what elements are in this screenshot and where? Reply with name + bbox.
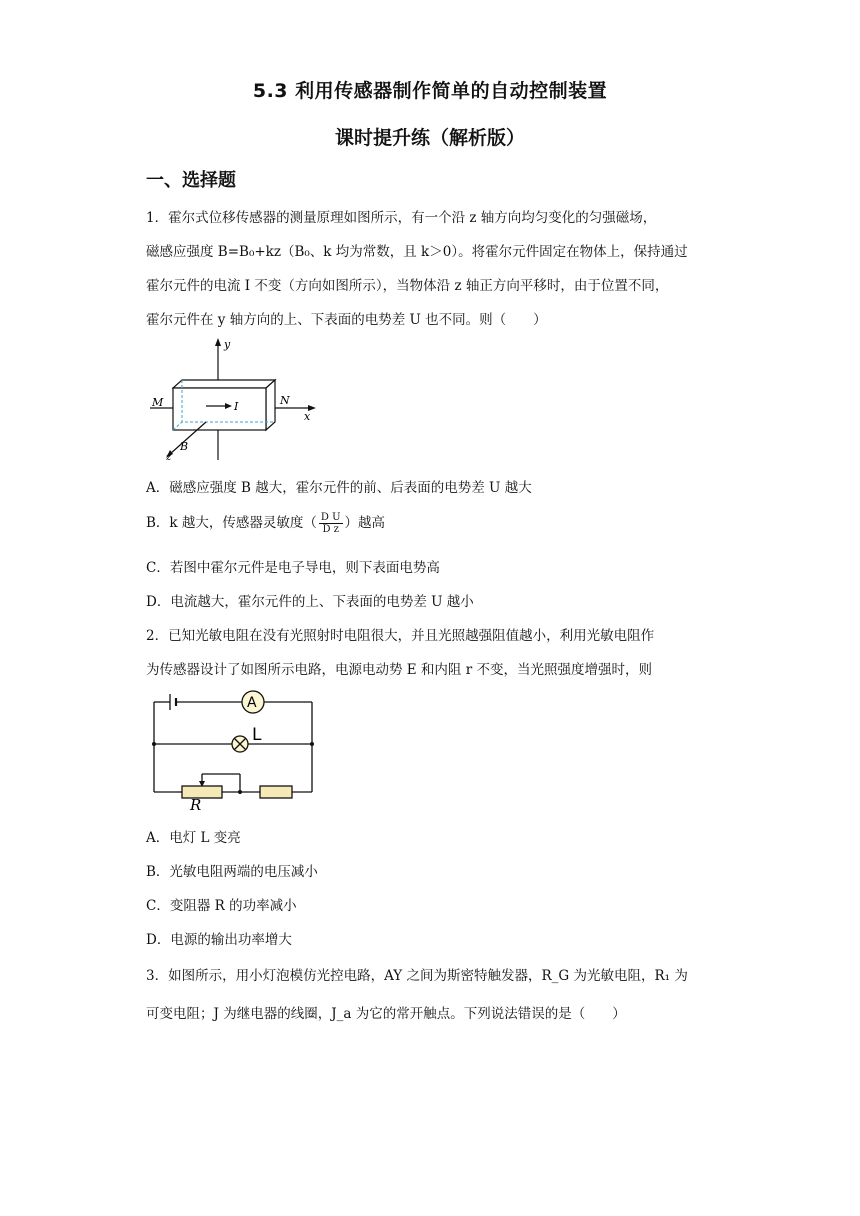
ammeter-label: A	[247, 695, 257, 711]
q2-option-d: D．电源的输出功率增大	[146, 932, 292, 948]
q2-line-2: 为传感器设计了如图所示电路，电源电动势 E 和内阻 r 不变，当光照强度增强时，则	[146, 662, 652, 678]
current-label: I	[234, 400, 239, 413]
q1-line-1: 1．霍尔式位移传感器的测量原理如图所示，有一个沿 z 轴方向均匀变化的匀强磁场，	[146, 210, 657, 226]
q2-option-c: C．变阻器 R 的功率减小	[146, 898, 297, 914]
rheostat-label: R	[190, 796, 202, 812]
document-subtitle: 课时提升练（解析版）	[334, 127, 525, 149]
q1-option-c: C．若图中霍尔元件是电子导电，则下表面电势高	[146, 560, 440, 576]
lamp-label: L	[252, 725, 262, 745]
photoresistor-circuit-figure	[148, 688, 318, 812]
q3-line-2: 可变电阻；J 为继电器的线圈，J_a 为它的常开触点。下列说法错误的是（ ）	[146, 1006, 626, 1022]
q1-line-2: 磁感应强度 B=B₀+kz（B₀、k 均为常数，且 k＞0）。将霍尔元件固定在物体上，保持通过	[146, 244, 688, 260]
q1-option-b-tail: ）越高	[344, 515, 386, 531]
y-axis-label: y	[224, 338, 231, 351]
q2-option-a: A．电灯 L 变亮	[146, 830, 241, 846]
fraction-denominator: D z	[322, 524, 339, 535]
q3-line-1: 3．如图所示，用小灯泡模仿光控电路，AY 之间为斯密特触发器，R_G 为光敏电阻，R₁ 为	[146, 968, 688, 984]
q1-option-a: A．磁感应强度 B 越大，霍尔元件的前、后表面的电势差 U 越大	[146, 480, 532, 496]
section-heading: 一、选择题	[146, 170, 236, 191]
q1-option-b-text: B．k 越大，传感器灵敏度（	[146, 515, 317, 531]
x-axis-label: x	[304, 410, 311, 423]
hall-sensor-figure	[140, 336, 330, 464]
q2-option-b: B．光敏电阻两端的电压减小	[146, 864, 318, 880]
q1-option-b	[146, 512, 385, 535]
q1-line-3: 霍尔元件的电流 I 不变（方向如图所示），当物体沿 z 轴正方向平移时，由于位置不同，	[146, 278, 669, 294]
sensitivity-fraction	[319, 512, 343, 535]
m-label: M	[152, 396, 164, 409]
b-field-label: B	[180, 440, 189, 453]
n-label: N	[280, 394, 290, 407]
q1-line-4: 霍尔元件在 y 轴方向的上、下表面的电势差 U 也不同。则（ ）	[146, 312, 547, 328]
document-title: 5.3 利用传感器制作简单的自动控制装置	[252, 80, 608, 102]
fraction-numerator: D U	[320, 512, 341, 523]
q2-line-1: 2．已知光敏电阻在没有光照射时电阻很大，并且光照越强阻值越小，利用光敏电阻作	[146, 628, 655, 644]
q1-option-d: D．电流越大，霍尔元件的上、下表面的电势差 U 越小	[146, 594, 474, 610]
z-axis-label: z	[166, 452, 172, 463]
